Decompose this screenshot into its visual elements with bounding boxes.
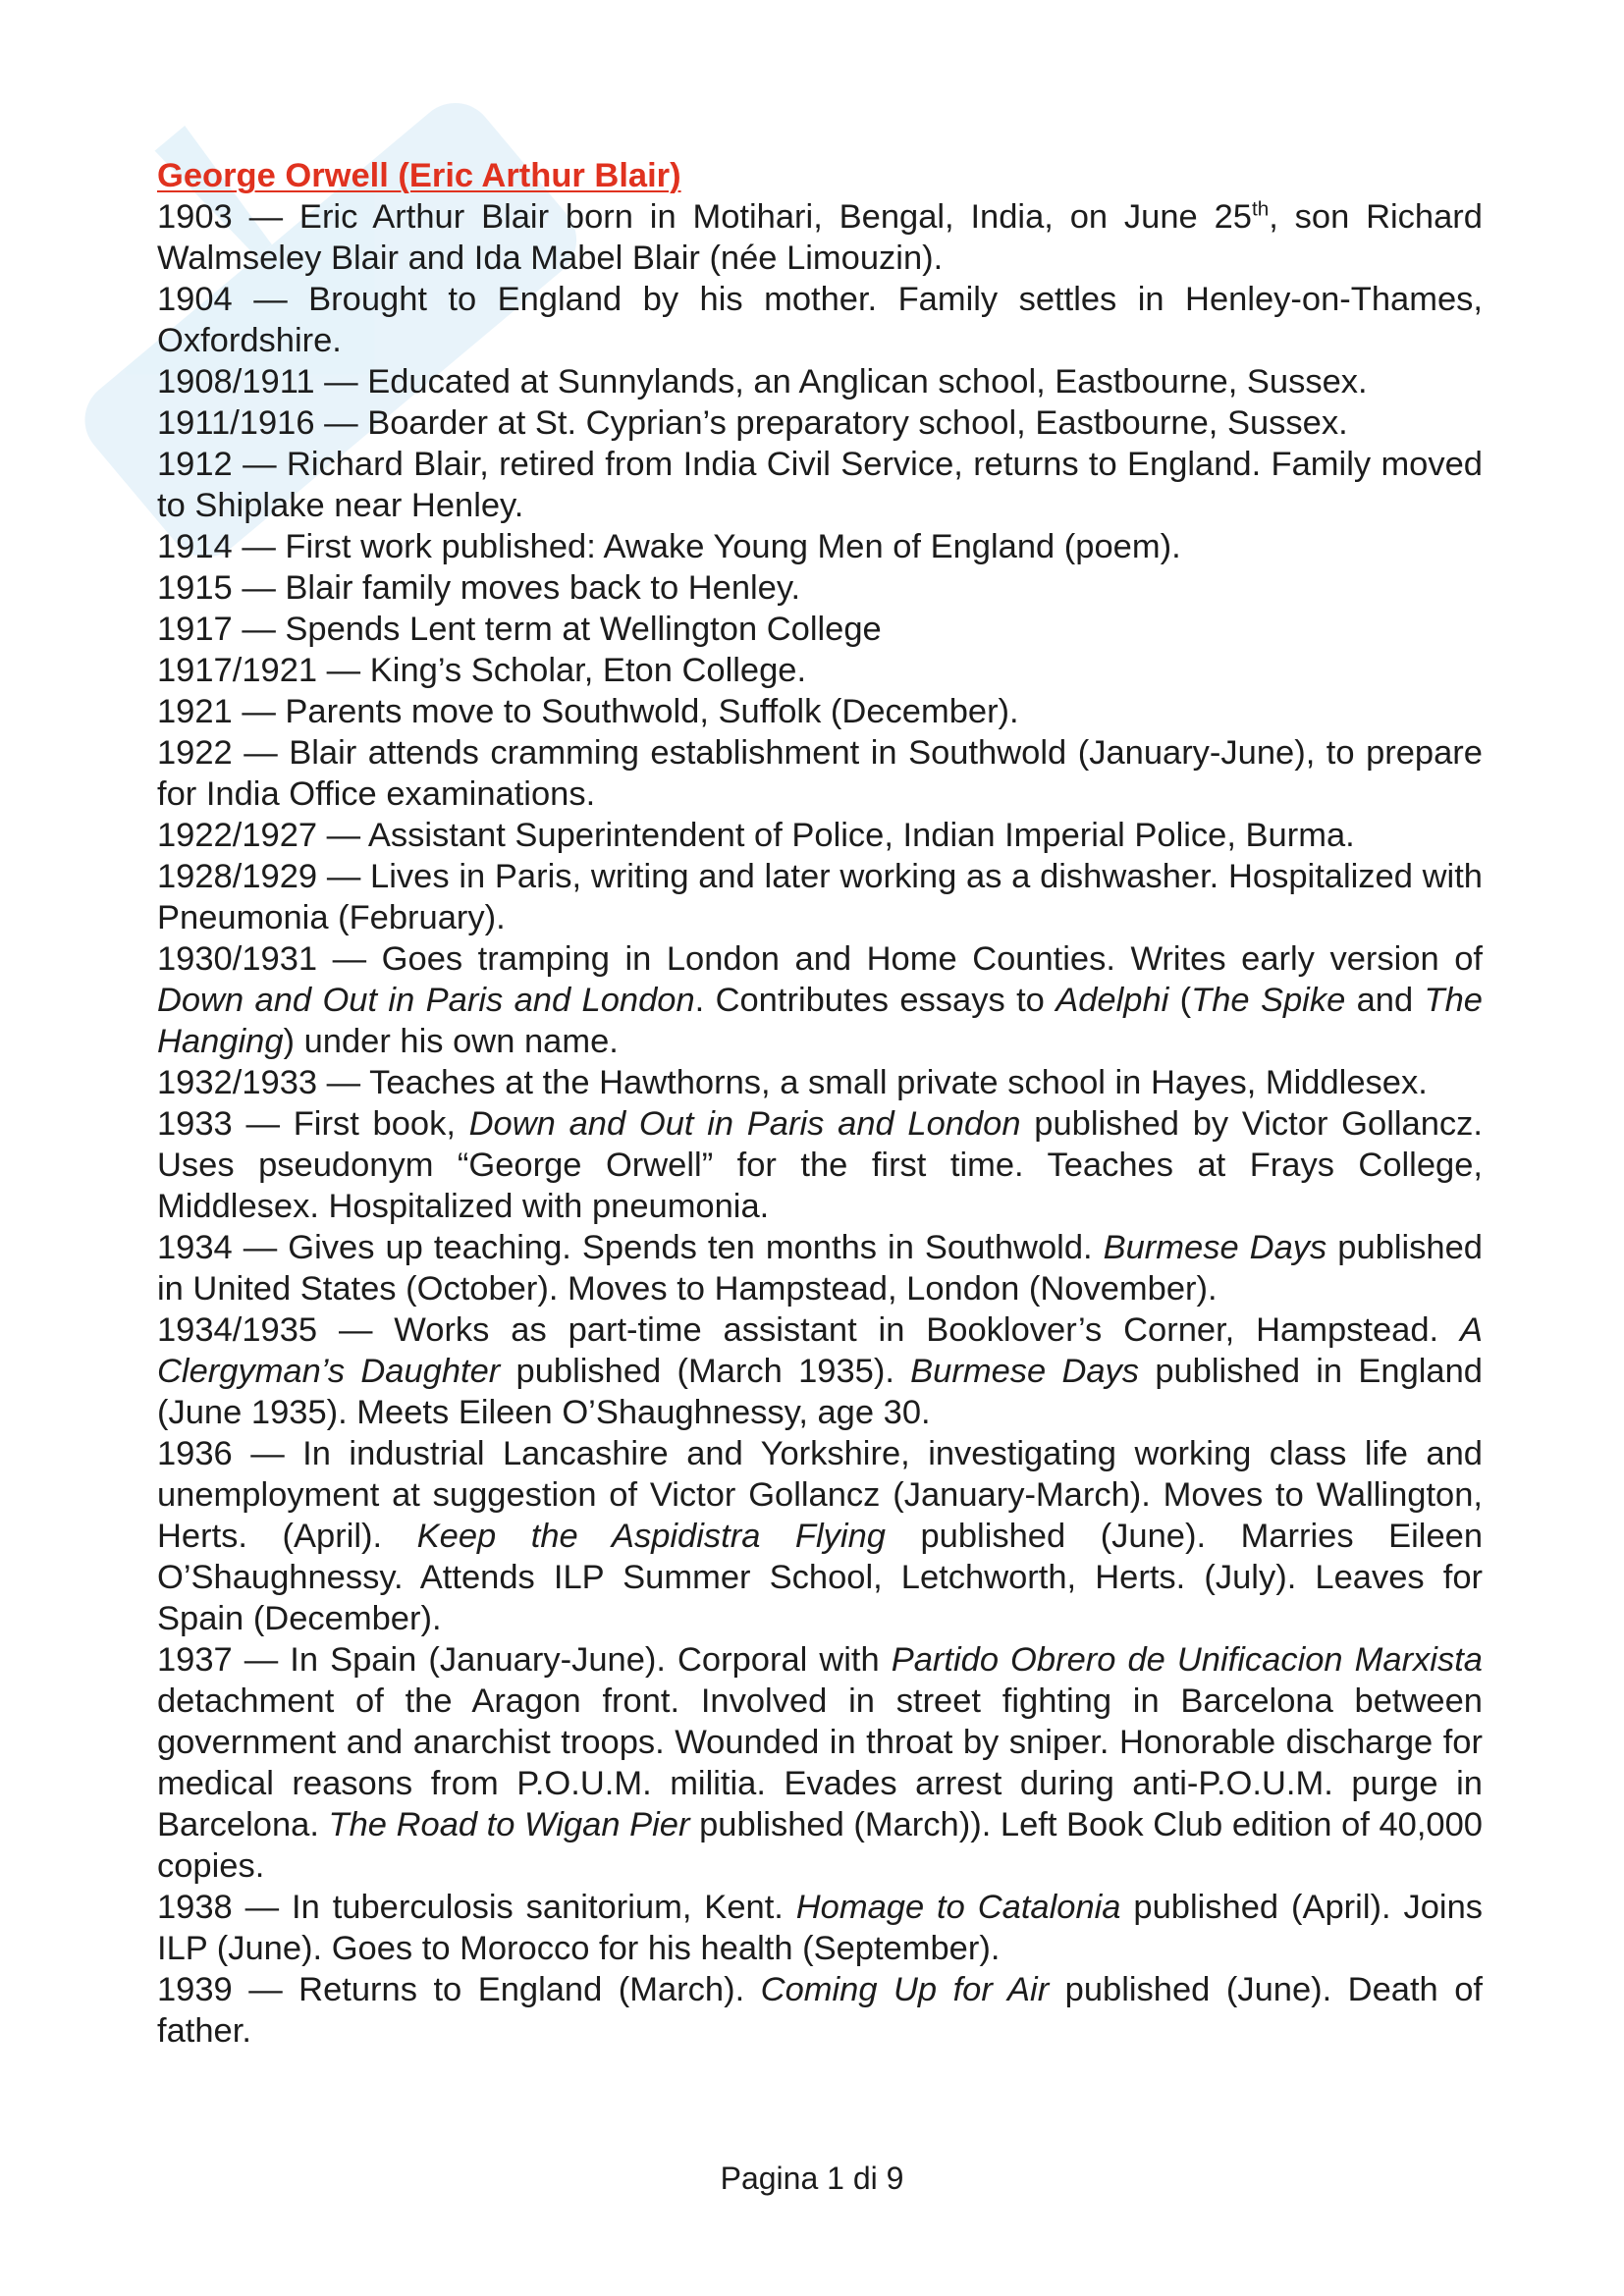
entry-year: 1938 (157, 1889, 233, 1926)
entry-text: published in England (June 1935). Meets Eileen O’Shaughnessy, age 30. (157, 1353, 1483, 1431)
book-title: The Road to Wigan Pier (328, 1806, 690, 1843)
entry-year: 1908/1911 (157, 363, 315, 400)
timeline-entry (157, 1887, 1483, 1969)
book-title: Down and Out in Paris and London (468, 1105, 1021, 1143)
entry-year: 1917 (157, 611, 233, 648)
entry-text: — Blair family moves back to Henley. (232, 569, 801, 607)
entry-year: 1904 (157, 281, 233, 318)
entry-text: — Blair attends cramming establishment in Southwold (January-June), to prepare for India Office examinations. (157, 734, 1483, 813)
timeline-entry (157, 196, 1483, 279)
timeline-entry (157, 1227, 1483, 1309)
entry-text: published (March 1935). (500, 1353, 911, 1390)
entry-text: — First book, (232, 1105, 469, 1143)
timeline-entry (157, 567, 1483, 609)
timeline-entry (157, 938, 1483, 1062)
entry-text: — Spends Lent term at Wellington College (232, 611, 882, 648)
entry-text: th (1251, 197, 1270, 221)
entry-year: 1930/1931 (157, 940, 318, 978)
timeline-entry (157, 444, 1483, 526)
book-title: Keep the Aspidistra Flying (416, 1518, 886, 1555)
entry-text: — In industrial Lancashire and Yorkshire, investigating working class life and unemployment at suggestion of Victor Gollancz (January-March). Moves to Wallington, Herts. (April). (157, 1435, 1483, 1555)
entry-text: — Boarder at St. Cyprian’s preparatory school, Eastbourne, Sussex. (314, 404, 1348, 442)
entry-text: — Lives in Paris, writing and later working as a dishwasher. Hospitalized with Pneumonia (February). (157, 858, 1483, 936)
entry-text: — Teaches at the Hawthorns, a small private school in Hayes, Middlesex. (317, 1064, 1428, 1101)
timeline-entry (157, 1062, 1483, 1103)
entry-text: — Richard Blair, retired from India Civil Service, returns to England. Family moved to Shiplake near Henley. (157, 446, 1483, 524)
book-title: Partido Obrero de Unificacion Marxista (891, 1641, 1483, 1679)
book-title: Down and Out in Paris and London (157, 982, 695, 1019)
page-number: Pagina 1 di 9 (720, 2161, 904, 2196)
entry-text: — Gives up teaching. Spends ten months in Southwold. (232, 1229, 1104, 1266)
entry-year: 1915 (157, 569, 233, 607)
timeline-entry (157, 279, 1483, 361)
entry-year: 1933 (157, 1105, 233, 1143)
entry-year: 1914 (157, 528, 233, 565)
document-title: George Orwell (Eric Arthur Blair) (157, 157, 681, 194)
book-title: Burmese Days (910, 1353, 1140, 1390)
entry-text: published in United States (October). Moves to Hampstead, London (November). (157, 1229, 1483, 1308)
timeline-entry (157, 1103, 1483, 1227)
entry-text: and (1345, 982, 1425, 1019)
timeline-entry (157, 691, 1483, 732)
book-title: The Spike (1191, 982, 1346, 1019)
timeline-entry (157, 609, 1483, 650)
entry-text: — In Spain (January-June). Corporal with (232, 1641, 892, 1679)
entry-year: 1903 (157, 198, 233, 236)
document-body (157, 155, 1483, 2052)
timeline-list (157, 196, 1483, 2052)
timeline-entry (157, 650, 1483, 691)
entry-text: . Contributes essays to (694, 982, 1056, 1019)
timeline-entry (157, 1309, 1483, 1433)
timeline-entry (157, 526, 1483, 567)
entry-year: 1934 (157, 1229, 233, 1266)
entry-text: published (April). Joins ILP (June). Goes to Morocco for his health (September). (157, 1889, 1484, 1967)
timeline-entry (157, 1969, 1483, 2052)
book-title: A Clergyman’s Daughter (157, 1311, 1483, 1390)
book-title: Coming Up for Air (760, 1971, 1050, 2008)
entry-year: 1917/1921 (157, 652, 318, 689)
entry-text: — In tuberculosis sanitorium, Kent. (232, 1889, 796, 1926)
book-title: The Hanging (157, 982, 1483, 1060)
entry-year: 1939 (157, 1971, 233, 2008)
entry-year: 1932/1933 (157, 1064, 318, 1101)
timeline-entry (157, 815, 1483, 856)
timeline-entry (157, 1639, 1483, 1887)
timeline-entry (157, 1433, 1483, 1639)
entry-text: published by Victor Gollancz. Uses pseudonym “George Orwell” for the first time. Teaches at Frays College, Middlesex. Hospitalized with pneumonia. (157, 1105, 1483, 1225)
entry-text: — Assistant Superintendent of Police, Indian Imperial Police, Burma. (317, 817, 1355, 854)
entry-year: 1912 (157, 446, 233, 483)
entry-text: ) under his own name. (283, 1023, 619, 1060)
timeline-entry (157, 361, 1483, 402)
entry-year: 1922/1927 (157, 817, 318, 854)
book-title: Burmese Days (1103, 1229, 1327, 1266)
entry-year: 1921 (157, 693, 233, 730)
entry-year: 1922 (157, 734, 233, 772)
entry-text: published (June). Death of father. (157, 1971, 1483, 2050)
entry-text: — Returns to England (March). (232, 1971, 761, 2008)
entry-text: ( (1168, 982, 1192, 1019)
entry-year: 1936 (157, 1435, 233, 1472)
timeline-entry (157, 732, 1483, 815)
entry-year: 1911/1916 (157, 404, 315, 442)
entry-text: — Educated at Sunnylands, an Anglican school, Eastbourne, Sussex. (314, 363, 1368, 400)
entry-text: — Eric Arthur Blair born in Motihari, Bengal, India, on June 25 (232, 198, 1252, 236)
entry-text: — Works as part-time assistant in Booklover’s Corner, Hampstead. (317, 1311, 1460, 1349)
entry-text: published (June). Marries Eileen O’Shaughnessy. Attends ILP Summer School, Letchworth, Herts. (July). Leaves for Spain (December). (157, 1518, 1484, 1637)
entry-text: published (March)). Left Book Club edition of 40,000 copies. (157, 1806, 1483, 1885)
entry-text: detachment of the Aragon front. Involved in street fighting in Barcelona between government and anarchist troops. Wounded in throat by sniper. Honorable discharge for medical reasons from P.O.U.M. militia. Evades arrest during anti-P.O.U.M. purge in Barcelona. (157, 1682, 1483, 1843)
book-title: Adelphi (1056, 982, 1169, 1019)
entry-text: — Brought to England by his mother. Family settles in Henley-on-Thames, Oxfordshire. (157, 281, 1483, 359)
entry-year: 1928/1929 (157, 858, 318, 895)
entry-text: — Goes tramping in London and Home Counties. Writes early version of (317, 940, 1483, 978)
book-title: Homage to Catalonia (795, 1889, 1121, 1926)
entry-year: 1937 (157, 1641, 233, 1679)
timeline-entry (157, 856, 1483, 938)
entry-text: — King’s Scholar, Eton College. (317, 652, 807, 689)
timeline-entry (157, 402, 1483, 444)
entry-text: — First work published: Awake Young Men of England (poem). (232, 528, 1181, 565)
entry-year: 1934/1935 (157, 1311, 318, 1349)
entry-text: — Parents move to Southwold, Suffolk (December). (232, 693, 1019, 730)
entry-text: , son Richard Walmseley Blair and Ida Mabel Blair (née Limouzin). (157, 198, 1483, 277)
